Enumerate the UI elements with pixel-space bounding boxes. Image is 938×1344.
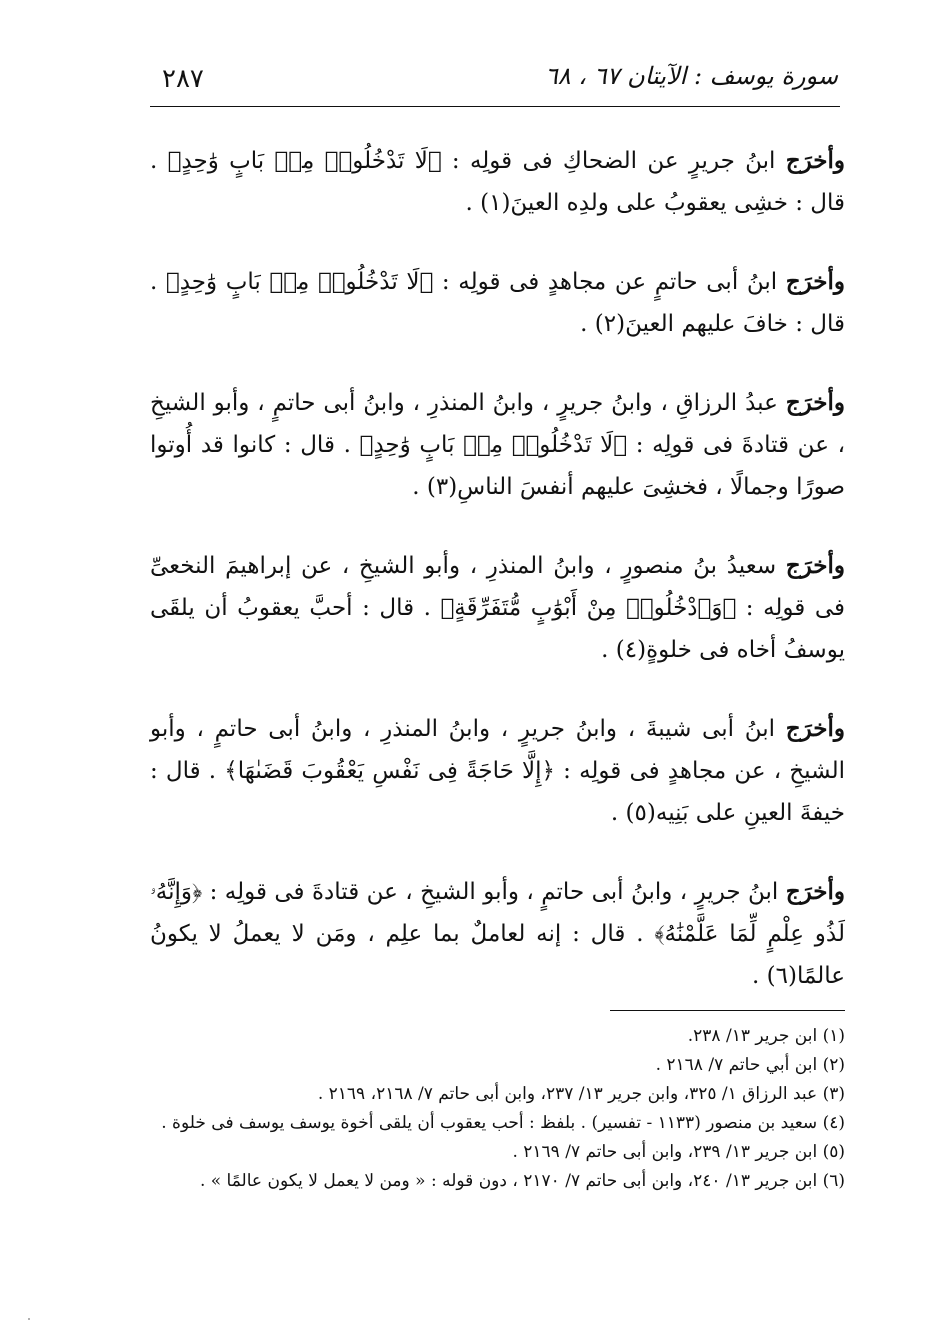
- paragraph-text: ابنُ جريرٍ ، وابنُ أبى حاتمٍ ، وأبو الشيخِ ، عن قتادةَ فى قولِه : ﴿وَإِنَّهُۥ لَذُو عِلْمٍ لِّمَا عَلَّمْنَٰهُ﴾ . قال : إنه لعاملٌ بما علِم ، ومَن لا يعملُ لا يكونُ عالمًا(٦) .: [150, 879, 845, 989]
- footnote: (٤) سعيد بن منصور (١١٣٣ - تفسير) . بلفظ : أحب يعقوب أن يلقى أخوة يوسف يوسف فى خلوة .: [161, 1113, 845, 1133]
- footnote: (٥) ابن جرير ١٣/ ٢٣٩، وابن أبى حاتم ٧/ ٢١٦٩ .: [512, 1142, 845, 1162]
- running-title: سورة يوسف : الآيتان ٦٧ ، ٦٨: [544, 62, 838, 90]
- paragraph-text: ابنُ أبى حاتمٍ عن مجاهدٍ فى قولِه : ﴿لَا تَدْخُلُوا۟ مِنۢ بَابٍ وَٰحِدٍ﴾ . قال : خافَ عليهم العينَ(٢) .: [150, 269, 845, 337]
- paragraph-text: عبدُ الرزاقِ ، وابنُ جريرٍ ، وابنُ المنذرِ ، وابنُ أبى حاتمٍ ، وأبو الشيخِ ، عن قتادةَ فى قولِه : ﴿لَا تَدْخُلُوا۟ مِنۢ بَابٍ وَٰحِدٍ﴾ . قال : كانوا قد أُوتوا صورًا وجمالًا ، فخشِىَ عليهم أنفسَ الناسِ(٣) .: [150, 390, 845, 500]
- narration-paragraph: [150, 140, 845, 224]
- narration-paragraph: [150, 545, 845, 671]
- narration-paragraph: [150, 708, 845, 834]
- paragraph-lead-word: وأخرَج: [785, 389, 845, 416]
- footnotes: [150, 1022, 845, 1196]
- paragraph-lead-word: وأخرَج: [785, 715, 845, 742]
- paragraph-lead-word: وأخرَج: [785, 147, 845, 174]
- narration-paragraph: [150, 261, 845, 345]
- paragraph-lead-word: وأخرَج: [785, 268, 845, 295]
- footnote: (١) ابن جرير ١٣/ ٢٣٨.: [687, 1026, 845, 1046]
- main-text: [150, 140, 845, 1034]
- page-header: [150, 58, 838, 98]
- paragraph-lead-word: وأخرَج: [785, 552, 845, 579]
- footnote-divider: [610, 1010, 845, 1011]
- paragraph-text: ابنُ أبى شيبةَ ، وابنُ جريرٍ ، وابنُ المنذرِ ، وابنُ أبى حاتمٍ ، وأبو الشيخِ ، عن مجاهدٍ فى قولِه : ﴿إِلَّا حَاجَةً فِى نَفْسِ يَعْقُوبَ قَضَىٰهَا﴾ . قال : خيفةَ العينِ على بَنِيه(٥) .: [150, 716, 845, 826]
- footnote: (٦) ابن جرير ١٣/ ٢٤٠، وابن أبى حاتم ٧/ ٢١٧٠ ، دون قوله : « ومن لا يعمل لا يكون عالمًا » .: [199, 1171, 845, 1191]
- footnote: (٣) عبد الرزاق ١/ ٣٢٥، وابن جرير ١٣/ ٢٣٧، وابن أبى حاتم ٧/ ٢١٦٨، ٢١٦٩ .: [317, 1084, 845, 1104]
- scan-speck: [28, 1318, 30, 1320]
- narration-paragraph: [150, 382, 845, 508]
- header-divider: [150, 106, 840, 107]
- paragraph-lead-word: وأخرَج: [785, 878, 845, 905]
- footnote: (٢) ابن أبي حاتم ٧/ ٢١٦٨ .: [655, 1055, 845, 1075]
- paragraph-text: ابنُ جريرٍ عن الضحاكِ فى قولِه : ﴿لَا تَدْخُلُوا۟ مِنۢ بَابٍ وَٰحِدٍ﴾ . قال : خشِى يعقوبُ على ولدِه العينَ(١) .: [150, 148, 845, 216]
- narration-paragraph: [150, 871, 845, 997]
- paragraph-text: سعيدُ بنُ منصورٍ ، وابنُ المنذرِ ، وأبو الشيخِ ، عن إبراهيمَ النخعىِّ فى قولِه : ﴿وَٱدْخُلُوا۟ مِنْ أَبْوَٰبٍ مُّتَفَرِّقَةٍ﴾ . قال : أحبَّ يعقوبُ أن يلقَى يوسفُ أخاه فى خلوةٍ(٤) .: [150, 553, 845, 663]
- page-number: ٢٨٧: [162, 64, 204, 94]
